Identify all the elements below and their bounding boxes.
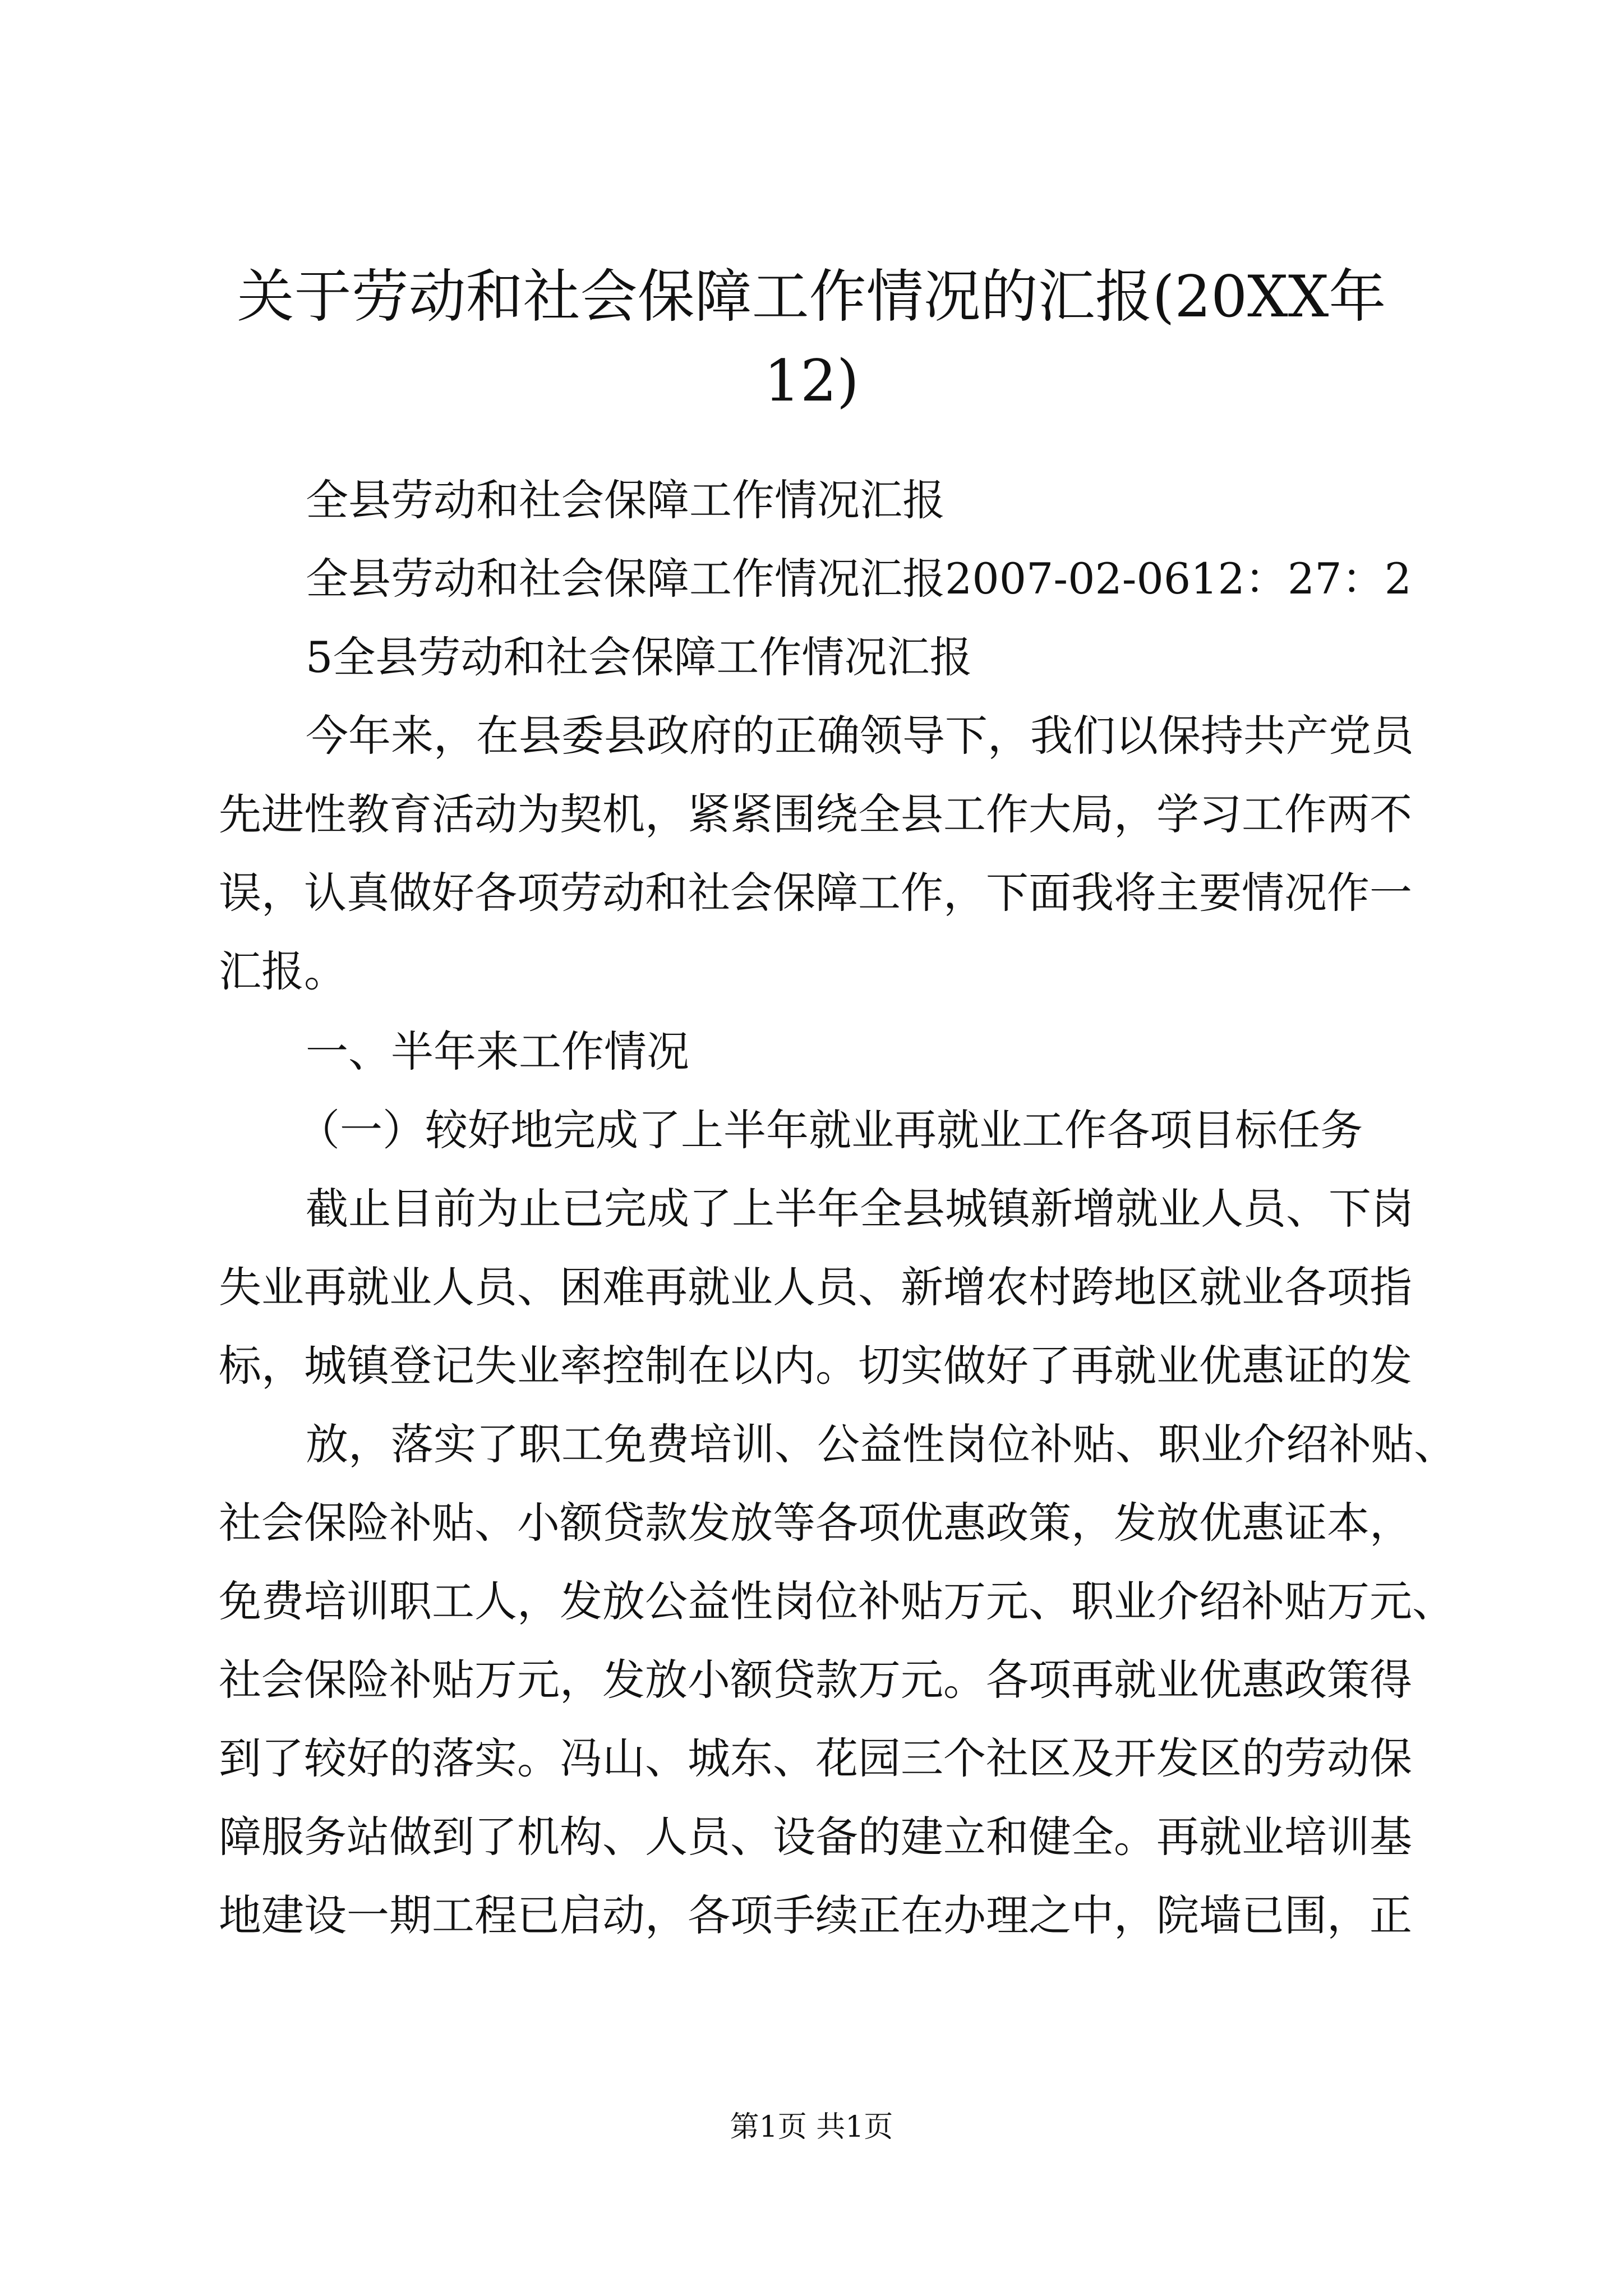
- text-line-1: 全县劳动和社会保障工作情况汇报: [306, 475, 945, 525]
- text-line-9: （一）较好地完成了上半年就业再就业工作各项目标任务: [297, 1105, 1363, 1155]
- document-title-line-1: 关于劳动和社会保障工作情况的汇报(20XX年: [237, 264, 1386, 330]
- text-line-15: 免费培训职工人，发放公益性岗位补贴万元、职业介绍补贴万元、: [219, 1576, 1455, 1626]
- text-line-19: 地建设一期工程已启动，各项手续正在办理之中，院墙已围，正: [219, 1890, 1412, 1940]
- text-line-18: 障服务站做到了机构、人员、设备的建立和健全。再就业培训基: [219, 1812, 1412, 1862]
- text-line-7: 汇报。: [219, 946, 347, 996]
- text-line-6: 误，认真做好各项劳动和社会保障工作，下面我将主要情况作一: [219, 868, 1412, 918]
- text-line-11: 失业再就业人员、困难再就业人员、新增农村跨地区就业各项指: [219, 1262, 1412, 1312]
- document-title-line-2: 12): [764, 348, 859, 415]
- text-line-16: 社会保险补贴万元，发放小额贷款万元。各项再就业优惠政策得: [219, 1655, 1412, 1705]
- text-line-8: 一、半年来工作情况: [306, 1027, 689, 1076]
- text-line-5: 先进性教育活动为契机，紧紧围绕全县工作大局，学习工作两不: [219, 789, 1412, 839]
- text-line-2: 全县劳动和社会保障工作情况汇报2007-02-0612：27：2: [306, 554, 1412, 604]
- text-line-14: 社会保险补贴、小额贷款发放等各项优惠政策，发放优惠证本，: [219, 1498, 1412, 1548]
- text-line-17: 到了较好的落实。冯山、城东、花园三个社区及开发区的劳动保: [219, 1733, 1412, 1783]
- page-footer: 第1页 共1页: [730, 2110, 893, 2144]
- text-line-10: 截止目前为止已完成了上半年全县城镇新增就业人员、下岗: [306, 1184, 1414, 1234]
- text-line-13: 放，落实了职工免费培训、公益性岗位补贴、职业介绍补贴、: [306, 1419, 1456, 1469]
- text-line-3: 5全县劳动和社会保障工作情况汇报: [306, 632, 972, 682]
- text-line-4: 今年来，在县委县政府的正确领导下，我们以保持共产党员: [306, 711, 1414, 761]
- text-line-12: 标，城镇登记失业率控制在以内。切实做好了再就业优惠证的发: [219, 1341, 1412, 1391]
